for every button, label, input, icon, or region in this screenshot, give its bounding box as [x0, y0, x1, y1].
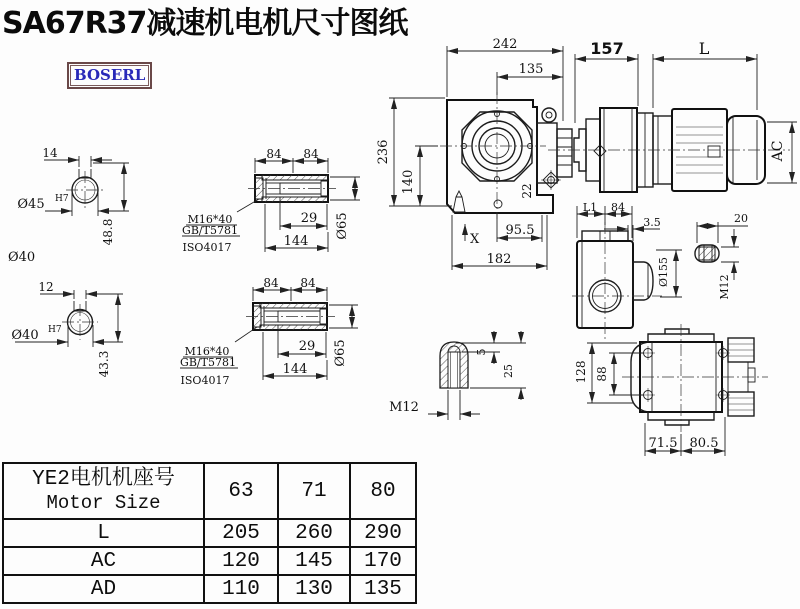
shaft-end-detail [389, 331, 526, 420]
label-iso-std-b: ISO4017 [180, 374, 230, 387]
dim-20: 20 [734, 212, 748, 225]
dim-144-b: 144 [282, 362, 308, 377]
label-gb-std-b: GB/T5781 [180, 356, 236, 369]
cell-AD-80: 135 [350, 575, 416, 603]
dim-L1: L1 [582, 201, 598, 214]
dim-M12-side: M12 [718, 274, 731, 300]
dim-bore-45-tol: H7 [55, 194, 69, 204]
cell-AD-63: 110 [204, 575, 278, 603]
motor-size-table [2, 462, 417, 604]
dim-depth-43-3: 43.3 [97, 350, 111, 378]
cell-AC-71: 145 [278, 547, 350, 575]
dim-242: 242 [492, 37, 518, 52]
label-gb-std: GB/T5781 [182, 224, 238, 237]
dim-84b-b: 84 [300, 276, 316, 290]
label-iso-std: ISO4017 [182, 241, 232, 254]
cell-L-63: 205 [204, 519, 278, 547]
dim-84a: 84 [266, 147, 282, 161]
motor-side-view [548, 39, 797, 192]
shaft-section-45 [8, 146, 129, 265]
cell-AC-80: 170 [350, 547, 416, 575]
row-label-AD: AD [3, 575, 204, 603]
dim-keyway-14: 14 [42, 146, 58, 160]
dim-71-5: 71.5 [648, 436, 678, 451]
gearbox-front-view [376, 37, 572, 270]
table-row-L [3, 519, 416, 547]
dim-dia-65: Ø65 [335, 212, 350, 240]
row-label-AC: AC [3, 547, 204, 575]
brand-logo-text: BOSERL [70, 65, 149, 86]
shaft-section-40 [11, 280, 123, 377]
label-dia-40: Ø40 [8, 250, 36, 265]
table-size-71: 71 [278, 463, 350, 519]
table-header-cn: YE2电机机座号 [32, 468, 175, 491]
dim-bore-40-tol: H7 [48, 325, 62, 335]
dim-AC: AC [770, 140, 786, 162]
dim-236: 236 [376, 139, 391, 165]
dim-bore-45: Ø45 [17, 197, 45, 212]
dim-88: 88 [595, 366, 609, 382]
page-title: SA67R37减速机电机尺寸图纸 [2, 6, 408, 41]
dim-5: 5 [475, 348, 488, 356]
cell-L-71: 260 [278, 519, 350, 547]
table-row-AC [3, 547, 416, 575]
dim-144: 144 [283, 234, 309, 249]
dim-depth-48-8: 48.8 [101, 218, 115, 246]
gearbox-bottom-view [574, 324, 768, 456]
table-size-80: 80 [350, 463, 416, 519]
dim-29: 29 [300, 211, 318, 226]
hollow-shaft-top [182, 147, 360, 254]
dim-95-5: 95.5 [505, 223, 535, 238]
dim-80-5: 80.5 [689, 436, 719, 451]
dim-bore-40: Ø40 [11, 328, 39, 343]
dim-keyway-12: 12 [38, 280, 54, 294]
gearbox-side-view [572, 201, 748, 340]
dim-29-b: 29 [298, 339, 316, 354]
label-x: X [470, 232, 480, 247]
dim-dia-155: Ø155 [657, 256, 670, 288]
table-row-AD [3, 575, 416, 603]
dim-84a-b: 84 [263, 276, 279, 290]
table-header-en: Motor Size [46, 492, 161, 515]
row-label-L: L [3, 519, 204, 547]
dim-M12-detail: M12 [389, 400, 419, 415]
table-size-63: 63 [204, 463, 278, 519]
dim-84-side: 84 [611, 201, 625, 214]
dim-128: 128 [574, 360, 588, 384]
hollow-shaft-bottom [180, 276, 358, 387]
dim-L: L [698, 39, 710, 58]
dim-25: 25 [502, 364, 515, 378]
label-bolt: M16*40 [187, 213, 233, 226]
dim-140: 140 [401, 169, 416, 195]
dim-157: 157 [590, 39, 624, 58]
dim-182: 182 [486, 252, 512, 267]
cell-AC-63: 120 [204, 547, 278, 575]
dim-3-5: 3.5 [643, 216, 661, 229]
table-header-motor-size [3, 463, 204, 519]
dim-135: 135 [518, 62, 544, 77]
dim-22: 22 [520, 183, 534, 199]
cell-AD-71: 130 [278, 575, 350, 603]
cell-L-80: 290 [350, 519, 416, 547]
dim-84b: 84 [303, 147, 319, 161]
dim-dia-65-b: Ø65 [333, 339, 348, 367]
label-bolt-b: M16*40 [184, 345, 230, 358]
